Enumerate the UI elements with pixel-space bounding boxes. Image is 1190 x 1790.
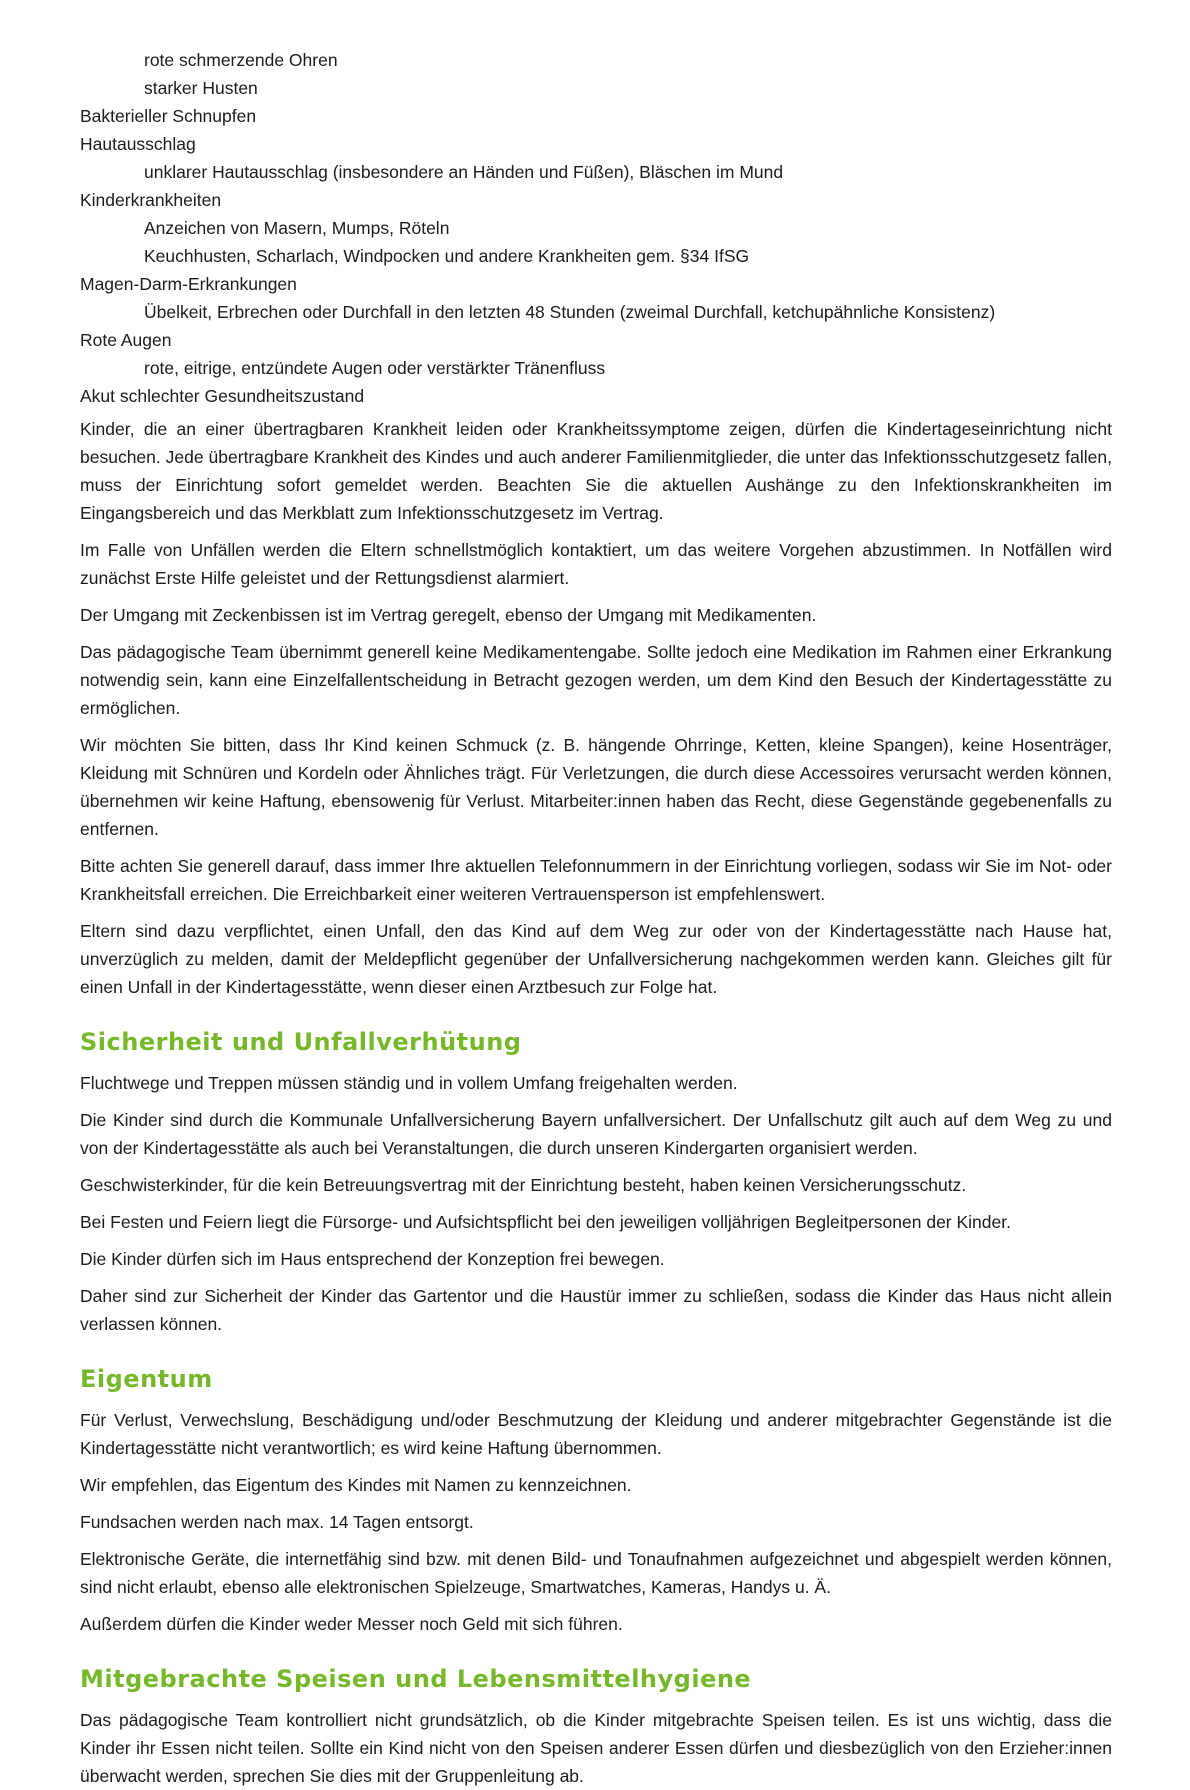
body-paragraph: Geschwisterkinder, für die kein Betreuungsvertrag mit der Einrichtung besteht, haben keinen Versicherungsschutz. (80, 1175, 967, 1195)
symptom-list-item: Akut schlechter Gesundheitszustand (80, 386, 365, 406)
symptom-list-item: starker Husten (144, 78, 258, 98)
body-paragraph: Im Falle von Unfällen werden die Eltern schnellstmöglich kontaktiert, um das weitere Vorgehen abzustimmen. In Notfällen wird zunächst Erste Hilfe geleistet und der Rettungsdienst alarmiert. (80, 540, 1112, 588)
body-paragraph: Fluchtwege und Treppen müssen ständig und in vollem Umfang freigehalten werden. (80, 1073, 738, 1093)
symptom-list-item: Kinderkrankheiten (80, 190, 222, 210)
body-paragraph: Bitte achten Sie generell darauf, dass immer Ihre aktuellen Telefonnummern in der Einrichtung vorliegen, sodass wir Sie im Not- oder Krankheitsfall erreichen. Die Erreichbarkeit einer weiteren Vertrauensperson ist empfehlenswert. (80, 856, 1112, 904)
document-sections (80, 1027, 1112, 1790)
symptom-list (80, 46, 1112, 410)
symptom-list-item: rote schmerzende Ohren (144, 50, 338, 70)
section-heading: Sicherheit und Unfallverhütung (80, 1028, 522, 1056)
section-heading: Mitgebrachte Speisen und Lebensmittelhygiene (80, 1665, 752, 1693)
body-paragraph: Die Kinder sind durch die Kommunale Unfallversicherung Bayern unfallversichert. Der Unfallschutz gilt auch auf dem Weg zu und von der Kindertagesstätte als auch bei Veranstaltungen, die durch unseren Kindergarten organisiert werden. (80, 1110, 1112, 1158)
body-paragraph: Wir empfehlen, das Eigentum des Kindes mit Namen zu kennzeichnen. (80, 1475, 632, 1495)
symptom-list-item: Übelkeit, Erbrechen oder Durchfall in den letzten 48 Stunden (zweimal Durchfall, ketchupähnliche Konsistenz) (144, 302, 996, 322)
body-paragraph: Eltern sind dazu verpflichtet, einen Unfall, den das Kind auf dem Weg zur oder von der Kindertagesstätte nach Hause hat, unverzüglich zu melden, damit der Meldepflicht gegenüber der Unfallversicherung nachgekommen werden kann. Gleiches gilt für einen Unfall in der Kindertagesstätte, wenn dieser einen Arztbesuch zur Folge hat. (80, 921, 1112, 997)
symptom-list-item: Keuchhusten, Scharlach, Windpocken und andere Krankheiten gem. §34 IfSG (144, 246, 750, 266)
intro-paragraphs (80, 415, 1112, 1001)
body-paragraph: Daher sind zur Sicherheit der Kinder das Gartentor und die Haustür immer zu schließen, sodass die Kinder das Haus nicht allein verlassen können. (80, 1286, 1112, 1334)
body-paragraph: Elektronische Geräte, die internetfähig sind bzw. mit denen Bild- und Tonaufnahmen aufgezeichnet und abgespielt werden können, sind nicht erlaubt, ebenso alle elektronischen Spielzeuge, Smartwatches, Kameras, Handys u. Ä. (80, 1549, 1112, 1597)
symptom-list-item: Rote Augen (80, 330, 172, 350)
symptom-list-item: Magen-Darm-Erkrankungen (80, 274, 297, 294)
symptom-list-item: Hautausschlag (80, 134, 196, 154)
body-paragraph: Fundsachen werden nach max. 14 Tagen entsorgt. (80, 1512, 474, 1532)
symptom-list-item: rote, eitrige, entzündete Augen oder verstärkter Tränenfluss (144, 358, 606, 378)
symptom-list-item: Bakterieller Schnupfen (80, 106, 257, 126)
body-paragraph: Bei Festen und Feiern liegt die Fürsorge- und Aufsichtspflicht bei den jeweiligen volljährigen Begleitpersonen der Kinder. (80, 1212, 1011, 1232)
symptom-list-item: Anzeichen von Masern, Mumps, Röteln (144, 218, 450, 238)
document-section (80, 1664, 1112, 1790)
body-paragraph: Außerdem dürfen die Kinder weder Messer noch Geld mit sich führen. (80, 1614, 623, 1634)
document-section (80, 1364, 1112, 1638)
symptom-list-item: unklarer Hautausschlag (insbesondere an Händen und Füßen), Bläschen im Mund (144, 162, 784, 182)
body-paragraph: Die Kinder dürfen sich im Haus entsprechend der Konzeption frei bewegen. (80, 1249, 665, 1269)
body-paragraph: Kinder, die an einer übertragbaren Krankheit leiden oder Krankheitssymptome zeigen, dürfen die Kindertageseinrichtung nicht besuchen. Jede übertragbare Krankheit des Kindes und auch anderer Familienmitglieder, die unter das Infektionsschutzgesetz fallen, muss der Einrichtung sofort gemeldet werden. Beachten Sie die aktuellen Aushänge zu den Infektionskrankheiten im Eingangsbereich und das Merkblatt zum Infektionsschutzgesetz im Vertrag. (80, 419, 1112, 523)
document-section (80, 1027, 1112, 1338)
section-heading: Eigentum (80, 1365, 213, 1393)
body-paragraph: Der Umgang mit Zeckenbissen ist im Vertrag geregelt, ebenso der Umgang mit Medikamenten. (80, 605, 817, 625)
body-paragraph: Das pädagogische Team kontrolliert nicht grundsätzlich, ob die Kinder mitgebrachte Speisen teilen. Es ist uns wichtig, dass die Kinder ihr Essen nicht teilen. Sollte ein Kind nicht von den Speisen anderer Essen dürfen und diesbezüglich von den Erzieher:innen überwacht werden, sprechen Sie dies mit der Gruppenleitung ab. (80, 1710, 1112, 1786)
body-paragraph: Für Verlust, Verwechslung, Beschädigung und/oder Beschmutzung der Kleidung und anderer mitgebrachter Gegenstände ist die Kindertagesstätte nicht verantwortlich; es wird keine Haftung übernommen. (80, 1410, 1112, 1458)
body-paragraph: Das pädagogische Team übernimmt generell keine Medikamentengabe. Sollte jedoch eine Medikation im Rahmen einer Erkrankung notwendig sein, kann eine Einzelfallentscheidung in Betracht gezogen werden, um dem Kind den Besuch der Kindertagesstätte zu ermöglichen. (80, 642, 1112, 718)
body-paragraph: Wir möchten Sie bitten, dass Ihr Kind keinen Schmuck (z. B. hängende Ohrringe, Ketten, kleine Spangen), keine Hosenträger, Kleidung mit Schnüren und Kordeln oder Ähnliches trägt. Für Verletzungen, die durch diese Accessoires verursacht werden können, übernehmen wir keine Haftung, ebensowenig für Verlust. Mitarbeiter:innen haben das Recht, diese Gegenstände gegebenenfalls zu entfernen. (80, 735, 1112, 839)
